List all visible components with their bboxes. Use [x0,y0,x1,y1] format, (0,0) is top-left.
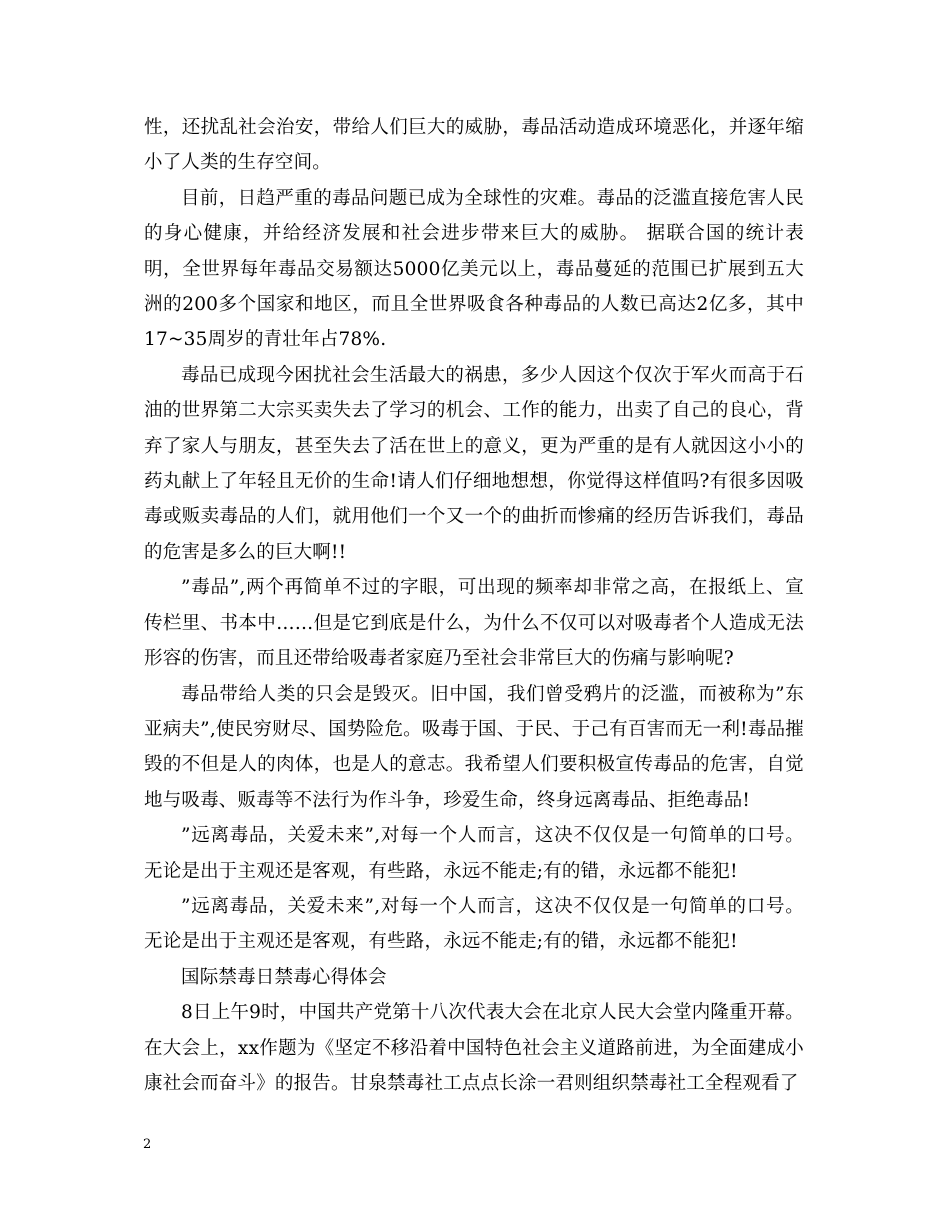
page-number: 2 [143,1137,152,1152]
paragraph-5: 毒品带给人类的只会是毁灭。旧中国，我们曾受鸦片的泛滥，而被称为”东亚病夫”,使民穷财尽、国势险危。吸毒于国、于民、于己有百害而无一利!毒品摧毁的不但是人的肉体，也是人的意志。我希望人们要积极宣传毒品的危害，自觉地与吸毒、贩毒等不法行为作斗争，珍爱生命，终身远离毒品、拒绝毒品! [144,683,804,811]
paragraph-6: ”远离毒品，关爱未来”,对每一个人而言，这决不仅仅是一句简单的口号。无论是出于主观还是客观，有些路，永远不能走;有的错，永远都不能犯! [144,825,804,882]
paragraph-8: 8日上午9时，中国共产党第十八次代表大会在北京人民大会堂内隆重开幕。在大会上，xx作题为《坚定不移沿着中国特色社会主义道路前进，为全面建成小康社会而奋斗》的报告。甘泉禁毒社工点点长涂一君则组织禁毒社工全程观看了 [144,1002,804,1094]
paragraph-1: 性，还扰乱社会治安，带给人们巨大的威胁，毒品活动造成环境恶化，并逐年缩小了人类的生存空间。 [144,117,804,174]
document-body [144,110,804,1101]
section-heading: 国际禁毒日禁毒心得体会 [181,966,387,988]
paragraph-3: 毒品已成现今困扰社会生活最大的祸患，多少人因这个仅次于军火而高于石油的世界第二大宗买卖失去了学习的机会、工作的能力，出卖了自己的良心，背弃了家人与朋友，甚至失去了活在世上的意义，更为严重的是有人就因这小小的药丸献上了年轻且无价的生命!请人们仔细地想想，你觉得这样值吗?有很多因吸毒或贩卖毒品的人们，就用他们一个又一个的曲折而惨痛的经历告诉我们，毒品的危害是多么的巨大啊!! [144,364,804,563]
paragraph-4: ”毒品”,两个再简单不过的字眼，可出现的频率却非常之高，在报纸上、宣传栏里、书本中……但是它到底是什么，为什么不仅可以对吸毒者个人造成无法形容的伤害，而且还带给吸毒者家庭乃至社会非常巨大的伤痛与影响呢? [144,577,804,670]
paragraph-7: ”远离毒品，关爱未来”,对每一个人而言，这决不仅仅是一句简单的口号。无论是出于主观还是客观，有些路，永远不能走;有的错，永远都不能犯! [144,895,804,953]
paragraph-2: 目前，日趋严重的毒品问题已成为全球性的灾难。毒品的泛滥直接危害人民的身心健康，并给经济发展和社会进步带来巨大的威胁。 据联合国的统计表明，全世界每年毒品交易额达5000亿美元以上，毒品蔓延的范围已扩展到五大洲的200多个国家和地区，而且全世界吸食各种毒品的人数已高达2亿多，其中17~35周岁的青壮年占78%. [144,187,804,351]
